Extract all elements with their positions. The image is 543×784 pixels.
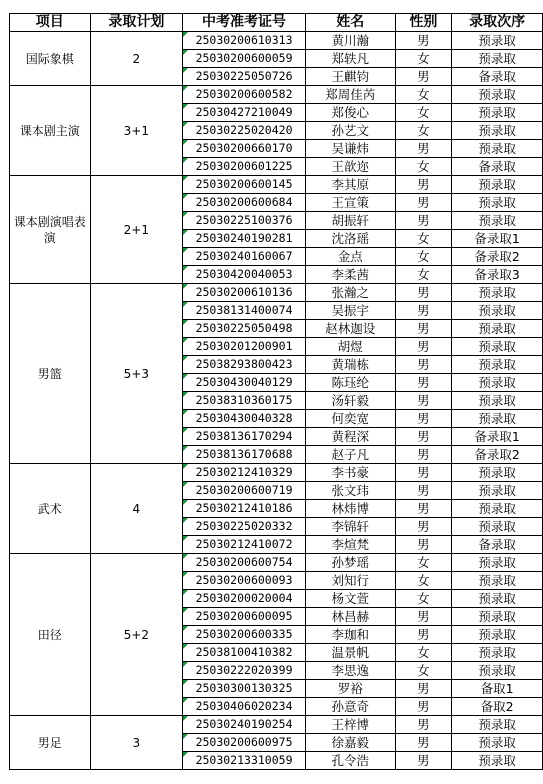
exam-id-cell: 25030420040053 [183, 266, 306, 284]
order-cell: 预录取 [452, 320, 543, 338]
gender-cell: 男 [395, 194, 452, 212]
order-cell: 备录取1 [452, 428, 543, 446]
student-name-cell: 王宣策 [305, 194, 395, 212]
exam-id-cell: 25030200600093 [183, 572, 306, 590]
exam-id-cell: 25030225050498 [183, 320, 306, 338]
student-name-cell: 李锦轩 [305, 518, 395, 536]
student-name-cell: 吴振宇 [305, 302, 395, 320]
order-cell: 预录取 [452, 716, 543, 734]
student-name-cell: 王梓博 [305, 716, 395, 734]
order-cell: 备录取2 [452, 248, 543, 266]
order-cell: 预录取 [452, 626, 543, 644]
order-cell: 预录取 [452, 410, 543, 428]
order-cell: 预录取 [452, 518, 543, 536]
exam-id-cell: 25030240160067 [183, 248, 306, 266]
student-name-cell: 李煊梵 [305, 536, 395, 554]
gender-cell: 男 [395, 608, 452, 626]
gender-cell: 男 [395, 302, 452, 320]
exam-id-cell: 25030427210049 [183, 104, 306, 122]
table-row [10, 86, 543, 104]
header-name: 姓名 [305, 14, 395, 32]
gender-cell: 男 [395, 482, 452, 500]
exam-id-cell: 25030212410072 [183, 536, 306, 554]
student-name-cell: 张瀚之 [305, 284, 395, 302]
gender-cell: 男 [395, 626, 452, 644]
exam-id-cell: 25030240190281 [183, 230, 306, 248]
gender-cell: 女 [395, 662, 452, 680]
student-name-cell: 沈洛瑶 [305, 230, 395, 248]
exam-id-cell: 25030300130325 [183, 680, 306, 698]
order-cell: 预录取 [452, 572, 543, 590]
order-cell: 备取1 [452, 680, 543, 698]
student-name-cell: 黄程深 [305, 428, 395, 446]
student-name-cell: 赵林迦设 [305, 320, 395, 338]
gender-cell: 男 [395, 464, 452, 482]
exam-id-cell: 25030200600754 [183, 554, 306, 572]
student-name-cell: 黄瑞栋 [305, 356, 395, 374]
student-name-cell: 李珈和 [305, 626, 395, 644]
order-cell: 预录取 [452, 50, 543, 68]
student-name-cell: 林炜博 [305, 500, 395, 518]
project-cell: 男足 [10, 716, 91, 770]
exam-id-cell: 25030200600975 [183, 734, 306, 752]
table-row [10, 554, 543, 572]
exam-id-cell: 25030225050726 [183, 68, 306, 86]
table-row [10, 176, 543, 194]
student-name-cell: 李柔茜 [305, 266, 395, 284]
exam-id-cell: 25030212410186 [183, 500, 306, 518]
order-cell: 备录取 [452, 68, 543, 86]
student-name-cell: 郑俊心 [305, 104, 395, 122]
gender-cell: 女 [395, 122, 452, 140]
exam-id-cell: 25030225100376 [183, 212, 306, 230]
gender-cell: 女 [395, 104, 452, 122]
student-name-cell: 黄川瀚 [305, 32, 395, 50]
header-gender: 性别 [395, 14, 452, 32]
order-cell: 预录取 [452, 104, 543, 122]
student-name-cell: 徐嘉毅 [305, 734, 395, 752]
gender-cell: 男 [395, 518, 452, 536]
student-name-cell: 陈珏纶 [305, 374, 395, 392]
student-name-cell: 孙艺文 [305, 122, 395, 140]
project-cell: 武术 [10, 464, 91, 554]
gender-cell: 女 [395, 554, 452, 572]
exam-id-cell: 25038293800423 [183, 356, 306, 374]
student-name-cell: 胡振轩 [305, 212, 395, 230]
order-cell: 预录取 [452, 194, 543, 212]
header-order: 录取次序 [452, 14, 543, 32]
student-name-cell: 罗裕 [305, 680, 395, 698]
student-name-cell: 王麒钧 [305, 68, 395, 86]
student-name-cell: 李书豪 [305, 464, 395, 482]
exam-id-cell: 25030200600059 [183, 50, 306, 68]
student-name-cell: 孔令浩 [305, 752, 395, 770]
table-row [10, 464, 543, 482]
order-cell: 预录取 [452, 140, 543, 158]
order-cell: 备录取 [452, 158, 543, 176]
exam-id-cell: 25030240190254 [183, 716, 306, 734]
table-row [10, 284, 543, 302]
order-cell: 预录取 [452, 122, 543, 140]
plan-cell: 4 [90, 464, 183, 554]
exam-id-cell: 25030200600145 [183, 176, 306, 194]
order-cell: 预录取 [452, 356, 543, 374]
exam-id-cell: 25030222020399 [183, 662, 306, 680]
gender-cell: 男 [395, 320, 452, 338]
project-cell: 国际象棋 [10, 32, 91, 86]
header-project: 项目 [10, 14, 91, 32]
plan-cell: 2+1 [90, 176, 183, 284]
exam-id-cell: 25030430040328 [183, 410, 306, 428]
student-name-cell: 赵子凡 [305, 446, 395, 464]
order-cell: 预录取 [452, 554, 543, 572]
order-cell: 预录取 [452, 734, 543, 752]
project-cell: 课本剧演唱表演 [10, 176, 91, 284]
header-row [10, 14, 543, 32]
order-cell: 预录取 [452, 608, 543, 626]
project-cell: 课本剧主演 [10, 86, 91, 176]
gender-cell: 男 [395, 32, 452, 50]
gender-cell: 男 [395, 734, 452, 752]
exam-id-cell: 25030200660170 [183, 140, 306, 158]
plan-cell: 2 [90, 32, 183, 86]
exam-id-cell: 25030200020004 [183, 590, 306, 608]
gender-cell: 男 [395, 68, 452, 86]
gender-cell: 男 [395, 356, 452, 374]
exam-id-cell: 25030200600335 [183, 626, 306, 644]
student-name-cell: 张文玮 [305, 482, 395, 500]
exam-id-cell: 25030201200901 [183, 338, 306, 356]
student-name-cell: 胡煜 [305, 338, 395, 356]
student-name-cell: 郑轶凡 [305, 50, 395, 68]
exam-id-cell: 25030200610313 [183, 32, 306, 50]
gender-cell: 男 [395, 374, 452, 392]
order-cell: 预录取 [452, 662, 543, 680]
plan-cell: 3+1 [90, 86, 183, 176]
exam-id-cell: 25030430040129 [183, 374, 306, 392]
project-cell: 田径 [10, 554, 91, 716]
order-cell: 备录取 [452, 536, 543, 554]
exam-id-cell: 25030200600582 [183, 86, 306, 104]
order-cell: 预录取 [452, 392, 543, 410]
gender-cell: 女 [395, 158, 452, 176]
gender-cell: 男 [395, 410, 452, 428]
student-name-cell: 林昌赫 [305, 608, 395, 626]
gender-cell: 男 [395, 680, 452, 698]
exam-id-cell: 25038100410382 [183, 644, 306, 662]
exam-id-cell: 25030225020420 [183, 122, 306, 140]
gender-cell: 女 [395, 50, 452, 68]
order-cell: 预录取 [452, 752, 543, 770]
exam-id-cell: 25030200610136 [183, 284, 306, 302]
order-cell: 备录取3 [452, 266, 543, 284]
student-name-cell: 李其原 [305, 176, 395, 194]
table-body [10, 32, 543, 770]
gender-cell: 男 [395, 284, 452, 302]
exam-id-cell: 25030225020332 [183, 518, 306, 536]
header-exam-id: 中考准考证号 [183, 14, 306, 32]
exam-id-cell: 25030212410329 [183, 464, 306, 482]
student-name-cell: 汤轩毅 [305, 392, 395, 410]
exam-id-cell: 25030406020234 [183, 698, 306, 716]
student-name-cell: 孙梦瑶 [305, 554, 395, 572]
order-cell: 预录取 [452, 590, 543, 608]
order-cell: 预录取 [452, 482, 543, 500]
gender-cell: 男 [395, 446, 452, 464]
plan-cell: 5+2 [90, 554, 183, 716]
order-cell: 备取2 [452, 698, 543, 716]
order-cell: 预录取 [452, 176, 543, 194]
student-name-cell: 温景帆 [305, 644, 395, 662]
gender-cell: 女 [395, 590, 452, 608]
student-name-cell: 吴谦炜 [305, 140, 395, 158]
order-cell: 预录取 [452, 374, 543, 392]
student-name-cell: 杨文萱 [305, 590, 395, 608]
gender-cell: 女 [395, 230, 452, 248]
gender-cell: 女 [395, 572, 452, 590]
student-name-cell: 王歆迩 [305, 158, 395, 176]
order-cell: 备录取1 [452, 230, 543, 248]
exam-id-cell: 25038136170294 [183, 428, 306, 446]
gender-cell: 男 [395, 716, 452, 734]
gender-cell: 女 [395, 86, 452, 104]
project-cell: 男篮 [10, 284, 91, 464]
admission-table [9, 13, 543, 770]
gender-cell: 男 [395, 392, 452, 410]
exam-id-cell: 25038310360175 [183, 392, 306, 410]
gender-cell: 女 [395, 644, 452, 662]
gender-cell: 女 [395, 266, 452, 284]
gender-cell: 男 [395, 338, 452, 356]
gender-cell: 男 [395, 140, 452, 158]
order-cell: 预录取 [452, 86, 543, 104]
order-cell: 备录取2 [452, 446, 543, 464]
order-cell: 预录取 [452, 212, 543, 230]
order-cell: 预录取 [452, 284, 543, 302]
gender-cell: 男 [395, 698, 452, 716]
student-name-cell: 李思逸 [305, 662, 395, 680]
gender-cell: 男 [395, 212, 452, 230]
exam-id-cell: 25038136170688 [183, 446, 306, 464]
student-name-cell: 金点 [305, 248, 395, 266]
exam-id-cell: 25030200600095 [183, 608, 306, 626]
exam-id-cell: 25030200600684 [183, 194, 306, 212]
student-name-cell: 刘知行 [305, 572, 395, 590]
exam-id-cell: 25038131400074 [183, 302, 306, 320]
gender-cell: 女 [395, 248, 452, 266]
order-cell: 预录取 [452, 302, 543, 320]
student-name-cell: 何奕宽 [305, 410, 395, 428]
table-row [10, 716, 543, 734]
table-row [10, 32, 543, 50]
plan-cell: 5+3 [90, 284, 183, 464]
gender-cell: 男 [395, 428, 452, 446]
exam-id-cell: 25030200600719 [183, 482, 306, 500]
exam-id-cell: 25030213310059 [183, 752, 306, 770]
header-plan: 录取计划 [90, 14, 183, 32]
gender-cell: 男 [395, 536, 452, 554]
gender-cell: 男 [395, 176, 452, 194]
order-cell: 预录取 [452, 32, 543, 50]
student-name-cell: 郑周佳芮 [305, 86, 395, 104]
plan-cell: 3 [90, 716, 183, 770]
gender-cell: 男 [395, 500, 452, 518]
order-cell: 预录取 [452, 464, 543, 482]
student-name-cell: 孙意奇 [305, 698, 395, 716]
order-cell: 预录取 [452, 644, 543, 662]
order-cell: 预录取 [452, 500, 543, 518]
exam-id-cell: 25030200601225 [183, 158, 306, 176]
gender-cell: 男 [395, 752, 452, 770]
order-cell: 预录取 [452, 338, 543, 356]
